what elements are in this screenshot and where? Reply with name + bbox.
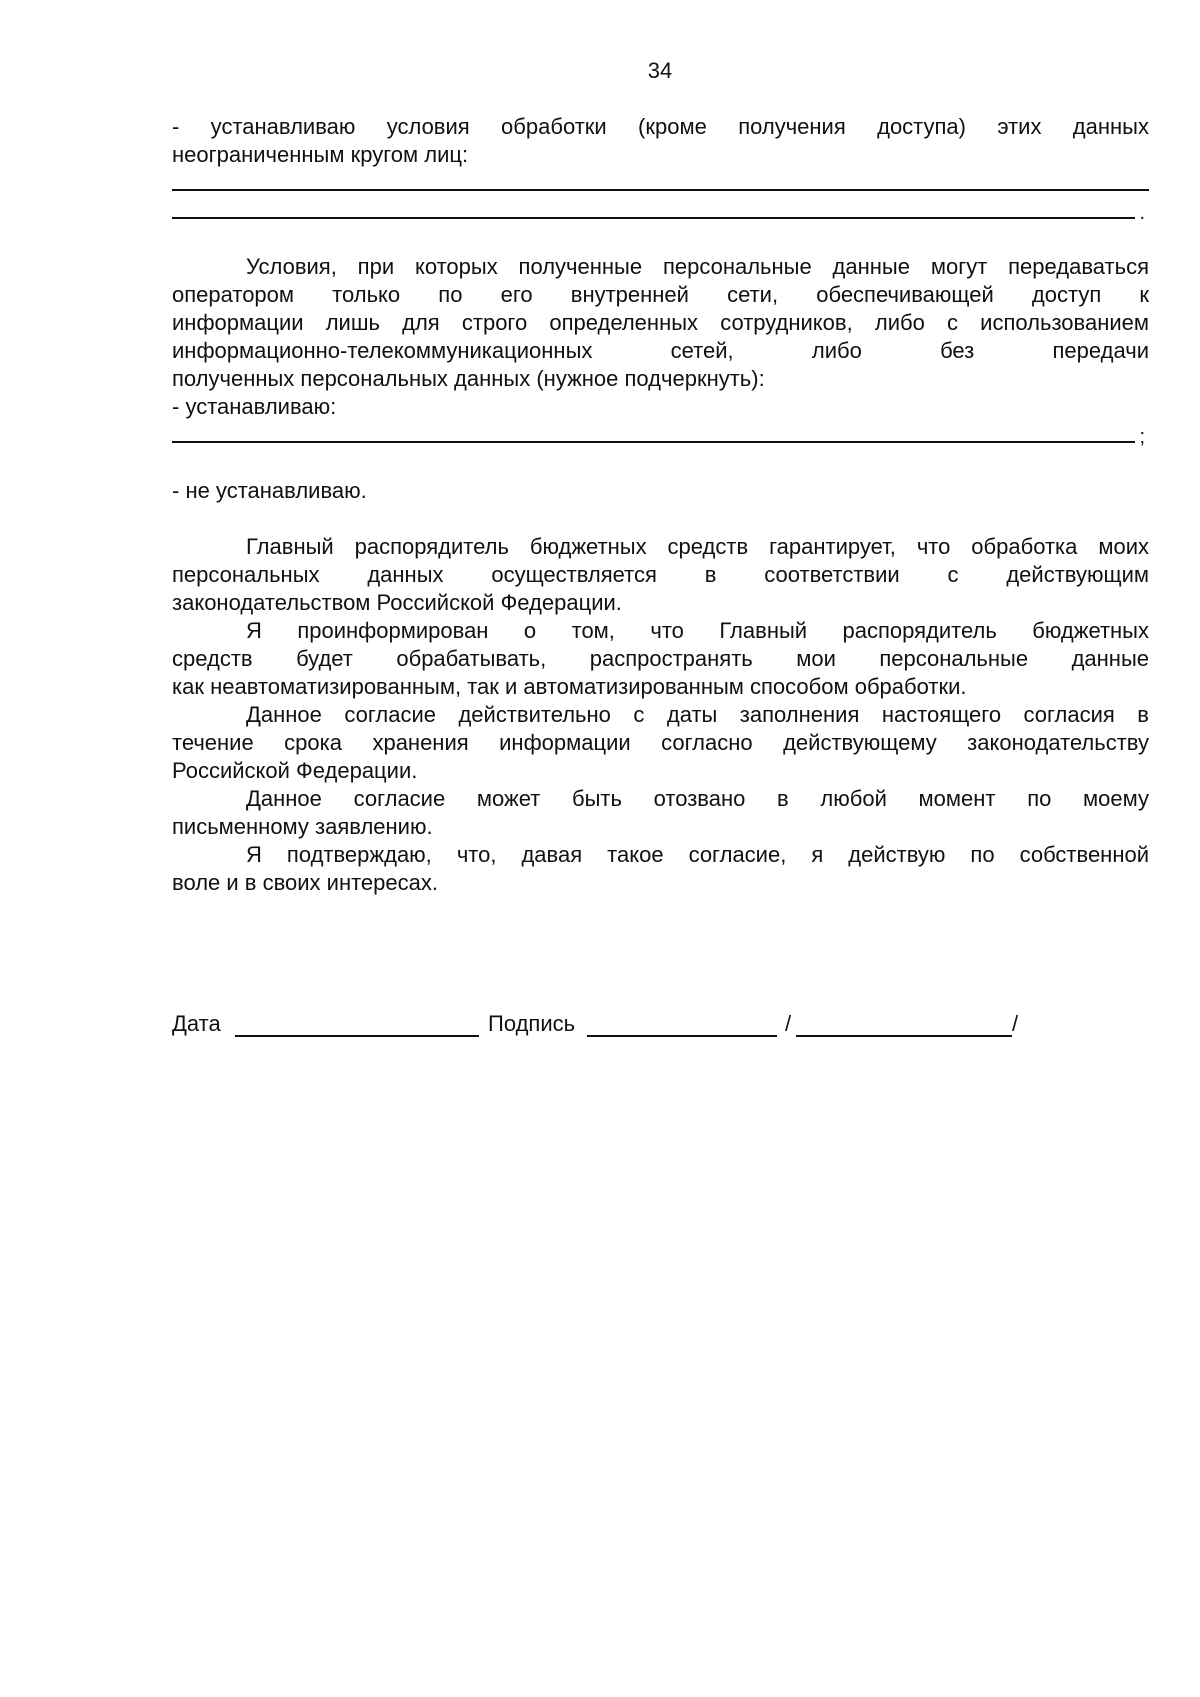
signature-label: Подпись <box>488 1011 576 1036</box>
section2-line3: информации лишь для строго определенных сотрудников, либо с использованием <box>172 310 1149 335</box>
paragraph-2-last: как неавтоматизированным, так и автоматизированным способом обработки. <box>172 674 967 699</box>
paragraph-1-line2: персональных данных осуществляется в соответствии с действующим <box>172 562 1149 587</box>
blank-end-punct: ; <box>1139 426 1145 448</box>
paragraph-5-line1: Я подтверждаю, что, давая такое согласие, я действую по собственной <box>246 842 1149 867</box>
name-blank[interactable] <box>796 1035 1012 1037</box>
section1-blank-line-2[interactable] <box>172 197 1149 225</box>
option-yes: - устанавливаю: <box>172 394 337 419</box>
paragraph-4-last: письменному заявлению. <box>172 814 433 839</box>
underline-rule <box>172 189 1149 191</box>
blank-end-punct: . <box>1139 202 1145 224</box>
section2-blank-line[interactable] <box>172 421 1149 449</box>
section2-line5: полученных персональных данных (нужное подчеркнуть): <box>172 366 765 391</box>
section1-blank-line-1[interactable] <box>172 169 1149 197</box>
paragraph-1-last: законодательством Российской Федерации. <box>172 590 622 615</box>
date-label: Дата <box>172 1011 221 1036</box>
paragraph-4-line1: Данное согласие может быть отозвано в любой момент по моему <box>246 786 1149 811</box>
underline-rule <box>172 217 1135 219</box>
signature-row <box>172 1009 1072 1039</box>
paragraph-5-last: воле и в своих интересах. <box>172 870 438 895</box>
paragraph-2-line2: средств будет обрабатывать, распространять мои персональные данные <box>172 646 1149 671</box>
document-body <box>172 113 1149 897</box>
date-blank[interactable] <box>235 1035 479 1037</box>
section1-line1: - устанавливаю условия обработки (кроме получения доступа) этих данных <box>172 114 1149 139</box>
section2-line1: Условия, при которых полученные персональные данные могут передаваться <box>246 254 1149 279</box>
underline-rule <box>172 441 1135 443</box>
signature-blank[interactable] <box>587 1035 777 1037</box>
slash-close: / <box>1012 1011 1019 1036</box>
paragraph-2-line1: Я проинформирован о том, что Главный распорядитель бюджетных <box>246 618 1149 643</box>
section1-line2: неограниченным кругом лиц: <box>172 142 469 167</box>
option-no: - не устанавливаю. <box>172 478 367 503</box>
slash-open: / <box>785 1011 792 1036</box>
paragraph-3-last: Российской Федерации. <box>172 758 418 783</box>
paragraph-3-line1: Данное согласие действительно с даты заполнения настоящего согласия в <box>246 702 1149 727</box>
page-number: 34 <box>647 58 673 83</box>
paragraph-1-line1: Главный распорядитель бюджетных средств гарантирует, что обработка моих <box>246 534 1149 559</box>
section2-line2: оператором только по его внутренней сети, обеспечивающей доступ к <box>172 282 1149 307</box>
paragraph-3-line2: течение срока хранения информации согласно действующему законодательству <box>172 730 1149 755</box>
section2-line4: информационно-телекоммуникационных сетей, либо без передачи <box>172 338 1149 363</box>
